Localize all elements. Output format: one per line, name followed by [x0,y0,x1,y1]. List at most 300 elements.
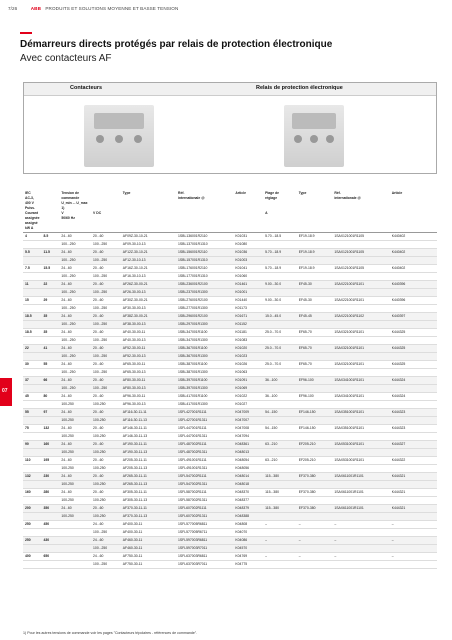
table-cell: 35 [42,313,60,321]
table-cell: 100...250 [91,385,121,393]
table-row [23,513,437,521]
column-header [121,190,176,233]
table-cell: 1SBL176001R2110 [176,265,233,273]
table-cell [297,321,333,329]
table-cell: AF460-30-11 [121,537,176,545]
table-row [23,369,437,377]
table-cell [332,257,389,265]
table-cell [23,353,42,361]
table-cell [297,433,333,441]
table-cell [297,369,333,377]
table-cell: 1SAX321001R1101 [332,345,389,353]
table-cell [390,545,437,553]
table-row [23,305,437,313]
header-text: PRODUITS ET SOLUTIONS MOYENNE ET BASSE TENSION [45,6,179,11]
table-cell: 100...250 [59,257,91,265]
table-cell: EF45-30 [297,297,333,305]
table-cell: 100...250 [91,337,121,345]
table-cell: 20...60 [91,361,121,369]
column-header-line: Article [235,191,246,195]
table-cell: 63...210 [263,441,297,449]
table-cell [59,521,91,529]
table-cell [42,257,60,265]
table-cell: K048054 [233,457,263,465]
table-cell: 9.00...30.0 [263,281,297,289]
table-cell: – [263,553,297,561]
table-cell: 100...250 [91,369,121,377]
table-cell [42,401,60,409]
table-cell: 100-250 [59,497,91,505]
table-cell: K048379 [233,505,263,513]
table-cell [390,449,437,457]
table-cell [42,433,60,441]
table-cell: K01069 [233,385,263,393]
table-cell: K04070 [233,529,263,537]
page-header [8,6,178,11]
table-cell [42,497,60,505]
table-cell [263,241,297,249]
table-cell [297,449,333,457]
table-cell: EF45-45 [297,313,333,321]
table-cell [23,449,42,457]
table-cell: 100...250 [59,305,91,313]
table-cell [390,465,437,473]
table-cell: K04086 [233,537,263,545]
table-cell: K01020 [233,345,263,353]
table-cell [23,481,42,489]
table-cell [42,289,60,297]
table-cell: K048014 [233,473,263,481]
table-cell: 9.00...30.0 [263,297,297,305]
table-row [23,481,437,489]
table-cell: EF370-380 [297,473,333,481]
table-cell: – [390,553,437,561]
brand-logo: ABB [30,6,41,11]
table-cell: AF265-30-11-13 [121,481,176,489]
table-cell: 1SFL637003R6811 [176,553,233,561]
table-cell: 1SFL637003R7011 [176,561,233,569]
table-cell [263,433,297,441]
table-cell: AF96-30-00-11 [121,393,176,401]
table-cell: 20...60 [91,265,121,273]
table-row [23,297,437,305]
table-cell [332,353,389,361]
table-cell: 24...60 [91,537,121,545]
table-cell: 63...210 [263,457,297,465]
table-cell [297,513,333,521]
table-cell: AF190-30-11-13 [121,449,176,457]
table-cell: 160 [42,441,60,449]
table-cell: 1SBL277001R1300 [176,305,233,313]
column-header [233,190,263,233]
table-cell [42,321,60,329]
table-cell: EF19-18.9 [297,249,333,257]
table-cell [42,481,60,489]
table-row [23,401,437,409]
table-cell: AF96-30-00-13 [121,401,176,409]
footnote: 1) Pour les autres tensions de commande voir les pages "Contacteurs tripolaires - références de commande". [23,631,198,635]
table-cell: 20...60 [91,249,121,257]
table-cell [42,353,60,361]
table-cell: K01173 [233,305,263,313]
table-cell: 22 [23,345,42,353]
table-cell: AF09-30-10-13 [121,241,176,249]
table-cell [263,513,297,521]
table-cell [263,481,297,489]
table-cell [297,497,333,505]
table-cell [390,321,437,329]
table-cell [23,529,42,537]
table-cell [59,529,91,537]
table-row [23,489,437,497]
table-cell: 100...250 [91,289,121,297]
table-cell: EF96-100 [297,393,333,401]
table-cell: K440402 [390,265,437,273]
table-cell: 20...60 [91,345,121,353]
table-cell [23,545,42,553]
table-cell: 100-250 [91,401,121,409]
table-cell: K01023 [233,353,263,361]
table-cell: K01003 [233,257,263,265]
table-cell: 1SAX121001R1105 [332,249,389,257]
table-cell: AF26Z-30-00-21 [121,281,176,289]
column-header-line: internationale @ [178,196,205,200]
table-cell: 1SBL296001R2100 [176,313,233,321]
table-cell: 36...100 [263,377,297,385]
table-row [23,353,437,361]
table-cell: 1SFL607002R1311 [176,513,233,521]
table-cell: 90 [23,441,42,449]
table-cell: 24...60 [59,377,91,385]
table-cell: 1SFL597003R7011 [176,545,233,553]
table-cell: 1SBL367001R1100 [176,345,233,353]
table-cell [297,289,333,297]
table-cell: EF45-30 [297,281,333,289]
table-cell: 1SBL297001R1300 [176,321,233,329]
table-cell: EF65-70 [297,329,333,337]
table-cell: AF52-30-00-11 [121,345,176,353]
table-cell: K444321 [390,505,437,513]
table-cell: 15 [23,297,42,305]
column-header-line: Tension de commande [61,191,80,200]
table-cell [297,561,333,569]
table-cell: 1SAX221001R1101 [332,281,389,289]
table-row [23,449,437,457]
section-tab [0,378,12,406]
column-header-line: 50/60 Hz [61,216,75,220]
relay-caption: Relais de protection électronique [256,85,343,91]
table-cell: – [297,553,333,561]
table-cell: 1SFL577005R6811 [176,521,233,529]
table-cell: AF80-30-00-13 [121,385,176,393]
table-header-row [23,190,437,233]
column-header [23,190,42,233]
table-cell: 24...60 [59,441,91,449]
table-cell: 20...60 [91,393,121,401]
table-cell [332,513,389,521]
column-header [332,190,389,233]
table-cell: AF305-30-11-13 [121,497,176,505]
table-cell [390,305,437,313]
table-cell [297,481,333,489]
table-cell [332,305,389,313]
table-cell [263,417,297,425]
title-accent-bar [20,32,32,34]
table-cell: K01181 [233,329,263,337]
table-cell: 1SBL156001R2110 [176,249,233,257]
relay-body [292,113,336,129]
table-cell: 132 [23,473,42,481]
table-cell: 1SAX531001R1101 [332,457,389,465]
column-header-line [299,211,331,216]
relay-image [284,105,344,167]
table-cell [297,273,333,281]
table-cell [59,545,91,553]
column-header-line: 1) [61,206,65,210]
table-cell: 1SAX221001R1101 [332,297,389,305]
table-cell: K048361 [233,441,263,449]
table-cell: 1SBL347001R1100 [176,329,233,337]
table-cell [390,241,437,249]
table-cell: AF40-30-00-13 [121,337,176,345]
table-cell: 54...150 [263,425,297,433]
table-cell [332,433,389,441]
table-cell [297,305,333,313]
table-row [23,561,437,569]
table-cell [42,369,60,377]
table-cell [23,433,42,441]
table-cell [297,241,333,249]
table-cell: K444325 [390,345,437,353]
table-cell: 1SFL577005R6711 [176,529,233,537]
table-cell: 1SBL276001R2100 [176,297,233,305]
table-cell [332,465,389,473]
table-cell: – [332,553,389,561]
table-cell: 1SFL427001R1311 [176,417,233,425]
table-cell: 115...380 [263,489,297,497]
table-cell: 66 [42,377,60,385]
table-cell: AF65-30-00-11 [121,361,176,369]
column-header [263,190,297,233]
table-cell: EF146-150 [297,409,333,417]
table-cell: K01152 [233,321,263,329]
table-cell: 20...60 [91,281,121,289]
column-header-line: Plage de [265,191,280,195]
table-cell: 100-250 [91,433,121,441]
table-cell: AF38Z-30-00-21 [121,313,176,321]
table-cell: 100...250 [91,305,121,313]
table-row [23,233,437,241]
table-row [23,505,437,513]
table-cell [390,385,437,393]
table-cell [390,273,437,281]
table-cell: 250 [23,537,42,545]
table-cell: AF460-30-11 [121,545,176,553]
table-cell: – [263,521,297,529]
table-cell: AF16Z-30-10-21 [121,265,176,273]
table-cell [23,561,42,569]
table-cell: 100-250 [59,513,91,521]
table-cell: K048056 [233,465,263,473]
table-cell [390,353,437,361]
table-cell [297,257,333,265]
table-cell [332,289,389,297]
column-header-line: IEC [25,191,31,195]
table-cell: 20...60 [91,233,121,241]
table-cell: 100...250 [91,241,121,249]
table-cell: 100-250 [59,465,91,473]
column-header-line: internationale @ [334,196,361,200]
table-cell [332,545,389,553]
table-cell: 7.5 [23,265,42,273]
table-cell: 15.5 [42,265,60,273]
table-cell: 24...60 [59,233,91,241]
table-cell [23,417,42,425]
table-row [23,417,437,425]
table-cell: 24...60 [59,313,91,321]
table-cell [297,529,333,537]
table-cell [263,337,297,345]
table-row [23,441,437,449]
column-header-line [235,211,261,216]
page-title: Démarreurs directs protégés par relais de protection électronique [20,39,333,50]
column-header [176,190,233,233]
table-cell: 1SFL587002R1111 [176,489,233,497]
table-row [23,393,437,401]
table-cell: 100-250 [91,481,121,489]
table-cell [23,497,42,505]
table-cell: 20...60 [91,425,121,433]
table-cell: EF146-150 [297,425,333,433]
table-cell: 24...60 [59,489,91,497]
table-cell [42,273,60,281]
table-cell [390,257,437,265]
table-cell: 132 [42,425,60,433]
table-cell [42,241,60,249]
table-cell [42,545,60,553]
table-cell: 100...250 [91,273,121,281]
table-cell: 5.70...18.9 [263,265,297,273]
table-cell: K01027 [233,401,263,409]
table-cell: 24...60 [59,409,91,417]
column-header-line: Réf. [334,191,341,195]
table-cell: AF116-30-11-11 [121,409,176,417]
table-row [23,465,437,473]
table-cell [332,401,389,409]
table-cell: K048018 [233,481,263,489]
column-header [390,190,437,233]
table-cell: 1SAX611001R1101 [332,505,389,513]
table-cell: K440402 [390,249,437,257]
column-header-line: Type [298,191,307,195]
table-cell: K047094 [233,433,263,441]
table-cell: – [390,537,437,545]
table-cell: AF400-30-11 [121,521,176,529]
terminal-icon [326,135,334,143]
table-cell: 1SAX321001R1101 [332,361,389,369]
table-cell [390,369,437,377]
table-cell [297,465,333,473]
table-cell [23,465,42,473]
table-cell: EF370-380 [297,505,333,513]
table-cell [332,417,389,425]
table-cell: – [297,521,333,529]
table-cell: 24...60 [59,329,91,337]
table-cell [390,289,437,297]
table-cell: 100-250 [59,401,91,409]
table-cell: 24...60 [59,281,91,289]
table-cell: 24...60 [91,521,121,529]
table-cell: – [263,537,297,545]
table-row [23,321,437,329]
table-cell: 100-250 [59,481,91,489]
contactor-caption: Contacteurs [70,85,103,91]
table-cell: 1SBL177001R1310 [176,273,233,281]
page-subtitle: Avec contacteurs AF [20,53,112,64]
table-cell: 100...250 [91,257,121,265]
table-row [23,545,437,553]
table-cell: 24...60 [91,553,121,561]
table-cell: K048388 [233,513,263,521]
table-cell: 100...250 [59,369,91,377]
table-cell: 41 [42,345,60,353]
table-cell: 280 [42,489,60,497]
table-cell: K440402 [390,233,437,241]
table-cell [42,529,60,537]
terminal-icon [310,135,318,143]
table-cell: 97 [42,409,60,417]
column-header-line: V DC [93,211,102,215]
table-cell: 160 [23,489,42,497]
table-cell: K01461 [233,281,263,289]
table-cell [263,305,297,313]
table-cell: EF65-70 [297,361,333,369]
table-cell: 100...250 [59,273,91,281]
table-cell: 100-250 [91,497,121,505]
starter-table [23,190,437,569]
table-cell: 1SFL547002R1111 [176,473,233,481]
table-cell: 110 [23,457,42,465]
column-header-line [44,211,58,216]
table-cell [297,353,333,361]
table-cell: AF116-30-11-13 [121,417,176,425]
table-cell: K444325 [390,329,437,337]
table-cell: 100...250 [59,385,91,393]
table-cell: K444324 [390,393,437,401]
table-cell: AF52-30-00-13 [121,353,176,361]
column-header-line: Article [391,191,403,195]
table-cell [263,273,297,281]
table-cell: 18.5 [23,329,42,337]
table-cell [332,385,389,393]
table-cell [23,257,42,265]
table-cell: AF80-30-00-11 [121,377,176,385]
table-row [23,281,437,289]
table-cell: EF205-210 [297,441,333,449]
table-cell: K01041 [233,265,263,273]
table-cell [23,385,42,393]
table-cell [390,529,437,537]
table-cell: K048377 [233,497,263,505]
table-cell [263,449,297,457]
table-cell: 20...60 [91,329,121,337]
table-cell: 1SFL607002R1111 [176,505,233,513]
column-header-line [178,211,231,216]
table-cell: 115...380 [263,473,297,481]
table-row [23,425,437,433]
table-cell: 24...60 [59,361,91,369]
table-cell [263,545,297,553]
